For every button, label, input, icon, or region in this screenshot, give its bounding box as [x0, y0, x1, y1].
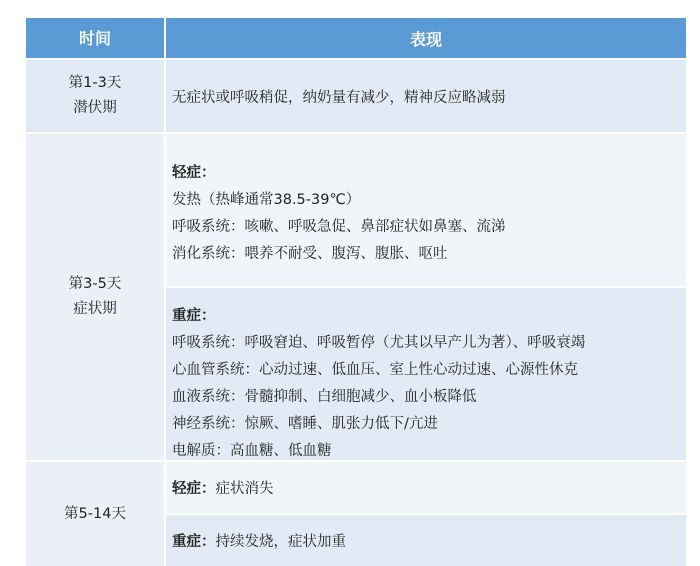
stage-cell: [26, 134, 164, 460]
manifestation-cell: [166, 134, 686, 460]
stage-cell: [26, 462, 164, 566]
mild-line: 呼吸系统：咳嗽、呼吸急促、鼻部症状如鼻塞、流涕: [172, 219, 506, 235]
severe-title: 重症：: [172, 308, 216, 324]
mild-section: [166, 134, 686, 286]
stage-name: 症状期: [73, 301, 117, 317]
table-row: [26, 134, 686, 460]
manifestation-cell: [166, 60, 686, 132]
mild-line: 发热（热峰通常38.5-39℃）: [172, 192, 361, 208]
mild-title: 轻症：: [172, 165, 216, 181]
mild-text: 症状消失: [215, 481, 274, 497]
stage-days: 第5-14天: [64, 505, 126, 522]
stage-name: 潜伏期: [73, 100, 117, 116]
mild-label: 轻症：: [172, 481, 216, 497]
manifestation-text: 无症状或呼吸稍促，纳奶量有减少，精神反应略减弱: [172, 89, 506, 106]
header-time: 时间: [26, 18, 164, 58]
table-row: [26, 60, 686, 132]
severe-line: 电解质：高血糖、低血糖: [172, 443, 332, 459]
severe-line: 血液系统：骨髓抑制、白细胞减少、血小板降低: [172, 389, 477, 405]
severe-line: 心血管系统：心动过速、低血压、室上性心动过速、心源性休克: [172, 362, 578, 378]
severe-section: [166, 288, 686, 460]
severe-line: [166, 515, 686, 566]
table-row: [26, 462, 686, 566]
severe-line: 神经系统：惊厥、嗜睡、肌张力低下/亢进: [172, 416, 438, 432]
course-table: [26, 18, 686, 548]
severe-label: 重症：: [172, 534, 216, 550]
stage-days: 第3-5天: [68, 276, 122, 292]
mild-line: [166, 462, 686, 513]
table-header-row: [26, 18, 686, 58]
severe-text: 持续发烧，症状加重: [215, 534, 346, 550]
stage-days: 第1-3天: [68, 75, 122, 91]
manifestation-cell: [166, 462, 686, 566]
stage-cell: [26, 60, 164, 132]
mild-line: 消化系统：喂养不耐受、腹泻、腹胀、呕吐: [172, 246, 448, 262]
severe-line: 呼吸系统：呼吸窘迫、呼吸暂停（尤其以早产儿为著）、呼吸衰竭: [172, 335, 586, 351]
header-manifestation: 表现: [166, 18, 686, 58]
